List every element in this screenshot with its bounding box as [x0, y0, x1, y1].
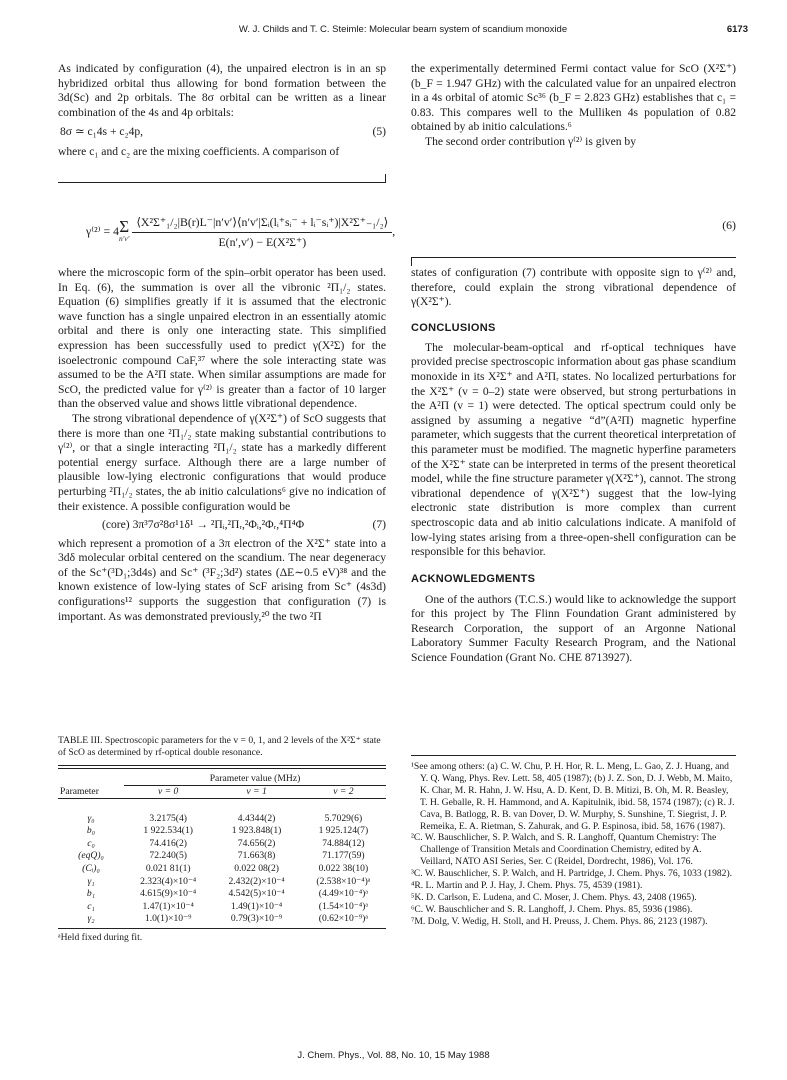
table-cell: 4.4344(2) — [237, 812, 276, 824]
column-header-parameter: Parameter — [60, 786, 99, 798]
paragraph: The strong vibrational dependence of γ(X²Σ⁺) of ScO suggests that there is more than one ²Π₁/₂ state making substantial contributions to γ⁽²⁾, or that a single interacting ²Π₁/₂ state has a markedly different potential energy surface. Although there are a large number of plausible low-lying electronic configurations that would produce perturbing ²Π₁/₂ states, the ab initio calculations⁶ give no indication of their existence. A possible configuration would be — [58, 411, 386, 513]
paragraph: where c₁ and c₂ are the mixing coefficients. A comparison of — [58, 144, 340, 158]
right-mid-block — [411, 266, 736, 666]
table-cell-param: γ₂ — [87, 913, 95, 925]
paragraph: the experimentally determined Fermi contact value for ScO (X²Σ⁺) (b_F = 1.947 GHz) with the calculated value for an unpaired electron in a 4s orbital of atomic Sc³⁶ (b_F = 2.823 GHz) establishes that c₁ = 0.83. This compares well to the Mulliken 4s population of 0.82 obtained by ab initio calculations.⁶ — [411, 62, 736, 134]
sum-symbol: Σ — [119, 216, 130, 236]
reference-item: ²C. W. Bauschlicher, S. P. Walch, and S. R. Langhoff, Quantum Chemistry: The Challenge of Transition Metals and Coordination Chemistry, edited by A. Veillard, NATO ASI Series, Ser. C (Reidel, Dordrecht, 1986), Vol. 176. — [411, 832, 717, 868]
equation-6-tail: , — [392, 224, 396, 239]
table-row — [58, 913, 386, 926]
left-mid-block — [58, 266, 386, 624]
table-cell: 71.177(59) — [322, 850, 365, 862]
table-cell-param: (eqQ)₀ — [78, 850, 104, 862]
table-cell: 1.49(1)×10⁻⁴ — [230, 900, 283, 912]
table-row — [58, 812, 386, 825]
table-cell: 5.7029(6) — [324, 812, 363, 824]
reference-item: ⁵K. D. Carlson, E. Ludena, and C. Moser, J. Chem. Phys. 43, 2408 (1965). — [411, 891, 697, 903]
column-rule-tick — [411, 257, 412, 266]
group-header: Parameter value (MHz) — [124, 772, 386, 785]
table-row — [58, 862, 386, 875]
table-footnote: ᵃHeld fixed during fit. — [58, 932, 143, 944]
equation-7-number: (7) — [372, 518, 386, 532]
equation-7-body: (core) 3π³7σ²8σ¹1δ¹ → ²Πᵢ,²Πᵣ,²Φᵢ,²Φᵣ,⁴Π⁴Φ — [102, 518, 305, 532]
table-cell: 74.416(2) — [149, 837, 187, 849]
equation-6-denominator: E(n′,v′) − E(X²Σ⁺) — [218, 235, 307, 249]
table-row — [58, 875, 386, 888]
references — [411, 755, 736, 928]
equation-5-number: (5) — [372, 125, 386, 139]
page-number: 6173 — [726, 24, 748, 35]
reference-item: ⁷M. Dolg, V. Wedig, H. Stoll, and H. Preuss, J. Chem. Phys. 86, 2123 (1987). — [411, 915, 708, 927]
column-rule — [411, 257, 736, 258]
journal-footer: J. Chem. Phys., Vol. 88, No. 10, 15 May 1988 — [297, 1050, 490, 1061]
paragraph: states of configuration (7) contribute with opposite sign to γ⁽²⁾ and, therefore, could explain the strong vibrational dependence of γ(X²Σ⁺). — [411, 266, 736, 309]
table-3 — [58, 735, 386, 944]
table-cell-param: c₁ — [87, 900, 95, 912]
column-rule — [58, 182, 386, 183]
table-cell: 1.47(1)×10⁻⁴ — [142, 900, 194, 912]
table-cell: 1.0(1)×10⁻⁹ — [144, 913, 192, 925]
equation-6-lhs: γ⁽²⁾ = 4 — [86, 224, 119, 239]
paragraph: which represent a promotion of a 3π electron of the X²Σ⁺ state into a 3dδ molecular orbital centered on the scandium. The near degeneracy of the Sc⁺(³D₁;3d4s) and Sc⁺ (³F₂;3d²) states (ΔE∼0.5 eV)³⁸ and the known existence of low-lying states of ScF arising from Sc⁺ (4s3d) configurations¹² supports the suggestion that configuration (7) is important. As was demonstrated previously,²⁰ the two ²Π — [58, 536, 386, 623]
table-cell: 0.79(3)×10⁻⁹ — [230, 913, 283, 925]
equation-6 — [86, 206, 736, 249]
table-cell: (2.538×10⁻⁴)ᵃ — [316, 875, 371, 887]
reference-item: ³C. W. Bauschlicher, S. P. Walch, and H. Partridge, J. Chem. Phys. 76, 1033 (1982). — [411, 868, 733, 880]
table-cell-param: (Cᵢ)₀ — [82, 862, 100, 874]
table-cell: 3.2175(4) — [149, 812, 187, 824]
reference-item: ¹See among others: (a) C. W. Chu, P. H. Hor, R. L. Meng, L. Gao, Z. J. Huang, and Y. Q. Wang, Phys. Rev. Lett. 58, 405 (1987); (b) J. Z. Son, D. J. Webb, M. Maito, K. Char, M. R. Hahn, J. W. Hsu, A. D. Kent, D. B. Mitizi, B. Oh, M. R. Beasley, T. H. Geballe, R. H. Hammond, and A. Kapitulnik, ibid. 58, 1574 (1987); (c) R. J. Cava, B. Batlogg, R. B. van Dover, D. W. Murphy, S. Sunshine, T. Siegrist, J. P. Remeika, E. A. Rietman, S. Zahurak, and G. P. Espinosa, ibid. 58, 1676 (1987). — [411, 761, 735, 832]
table-cell: (0.62×10⁻⁹)ᵃ — [318, 913, 368, 925]
right-top-block — [411, 62, 736, 150]
table-cell: (1.54×10⁻⁴)ᵃ — [318, 900, 368, 912]
table-row — [58, 887, 386, 900]
column-header: v = 0 — [158, 786, 179, 798]
table-cell: 72.240(5) — [149, 850, 187, 862]
table-cell: (4.49×10⁻⁴)ᵃ — [318, 888, 368, 900]
table-cell: 1 925.124(7) — [318, 825, 369, 837]
acknowledgments-heading: ACKNOWLEDGMENTS — [411, 572, 536, 585]
table-row — [58, 824, 386, 837]
table-row — [58, 837, 386, 850]
paragraph: As indicated by configuration (4), the unpaired electron is in an sp hybridized orbital thus allowing for bond formation between the 3d(Sc) and 2p orbitals. The 8σ orbital can be written as a linear combination of the 4s and 4p orbitals: — [58, 62, 386, 119]
table-cell: 71.663(8) — [237, 850, 276, 862]
equation-6-numerator: ⟨X²Σ⁺₁/₂|B(r)L⁻|n′v′⟩⟨n′v′|Σᵢ(lᵢ⁺sᵢ⁻ + lᵢ⁻sᵢ⁺)|X²Σ⁺₋₁/₂⟩ — [132, 215, 392, 233]
table-cell: 0.022 08(2) — [234, 862, 279, 874]
table-cell-param: γ₀ — [87, 812, 95, 824]
conclusions-heading: CONCLUSIONS — [411, 321, 496, 334]
table-cell: 1 923.848(1) — [231, 825, 282, 837]
paragraph: One of the authors (T.C.S.) would like to acknowledge the support for this project by The Flinn Foundation Grant administered by Research Corporation, the support of an Argonne National Laboratory Summer Faculty Research Program, and the National Science Foundation (Grant No. CHE 8713927). — [411, 592, 736, 665]
equation-7 — [58, 518, 386, 533]
table-cell: 1 922.534(1) — [143, 825, 193, 837]
parameter-table — [58, 772, 386, 925]
paragraph: The second order contribution γ⁽²⁾ is given by — [425, 134, 637, 148]
equation-5-body: 8σ ≃ c₁4s + c₂4p, — [60, 125, 144, 139]
paragraph: where the microscopic form of the spin–orbit operator has been used. In Eq. (6), the summation is over all the vibronic ²Π₁/₂ states. Equation (6) simplifies greatly if it is assumed that the electronic wave function has a single unpaired electron in an essentially atomic orbital and there is only one interacting state. This simplified expression has been successfully used to predict γ(X²Σ) for the isoelectronic compound CaF,³⁷ where the sole interacting state was assumed to be the A²Π state. When similar assumptions are made for ScO, the predicted value for γ⁽²⁾ is greater than a factor of 10 larger than the observed value and shows little vibrational dependence. — [58, 266, 386, 411]
table-cell: 4.542(5)×10⁻⁴ — [228, 888, 285, 900]
table-caption: TABLE III. Spectroscopic parameters for the v = 0, 1, and 2 levels of the X²Σ⁺ state of ScO as determined by rf-optical double resonance. — [58, 735, 381, 758]
table-cell: 0.022 38(10) — [318, 862, 369, 874]
table-cell: 0.021 81(1) — [145, 862, 191, 874]
table-row — [58, 900, 386, 913]
running-title: W. J. Childs and T. C. Steimle: Molecular beam system of scandium monoxide — [238, 24, 568, 35]
table-cell: 4.615(9)×10⁻⁴ — [140, 888, 197, 900]
table-cell: 2.432(2)×10⁻⁴ — [228, 875, 285, 887]
equation-6-number: (6) — [722, 218, 736, 232]
table-cell-param: b₀ — [86, 825, 96, 837]
running-header — [58, 24, 748, 35]
table-cell: 74.884(12) — [322, 837, 365, 849]
table-cell-param: b₁ — [86, 888, 96, 900]
reference-item: ⁶C. W. Bauschlicher and S. R. Langhoff, J. Chem. Phys. 85, 5936 (1986). — [411, 903, 693, 915]
equation-6-fraction — [132, 215, 392, 250]
left-top-block — [58, 62, 386, 160]
column-header: v = 2 — [333, 786, 354, 798]
table-cell: 2.323(4)×10⁻⁴ — [140, 875, 197, 887]
table-row — [58, 850, 386, 863]
table-cell-param: c₀ — [87, 837, 95, 849]
sum-index: n′v′ — [119, 233, 130, 243]
paragraph: The molecular-beam-optical and rf-optical techniques have provided precise spectroscopic information about gas phase scandium monoxide in its X²Σ⁺ and A²Πᵣ states. No localized perturbations for the X²Σ⁺ (v = 0–2) state were observed, but strong perturbations in the A²Π (v = 1) were detected. The optical spectrum could only be assigned by assuming a negative “d”(A²Π) magnetic hyperfine parameter, which suggests that the current theoretical interpretation of this parameter must be modified. The magnetic hyperfine parameters of the X²Σ⁺ state can be interpreted in terms of the present theoretical model, while the fine structure parameter γ(X²Σ⁺), cannot. The strong vibrational dependence of γ(X²Σ⁺) suggest that the low-lying electronic state distribution is more complex than current spectroscopic data and ab initio calculations indicate. A manifold of low-lying states arising from a three-open-shell configuration can be responsible for this behavior. — [411, 340, 736, 559]
table-cell-param: γ₁ — [87, 875, 95, 887]
table-cell: 74.656(2) — [237, 837, 276, 849]
reference-item: ⁴R. L. Martin and P. J. Hay, J. Chem. Phys. 75, 4539 (1981). — [411, 880, 643, 892]
equation-5 — [58, 125, 386, 140]
column-header: v = 1 — [246, 786, 267, 798]
column-rule-tick — [385, 174, 386, 183]
